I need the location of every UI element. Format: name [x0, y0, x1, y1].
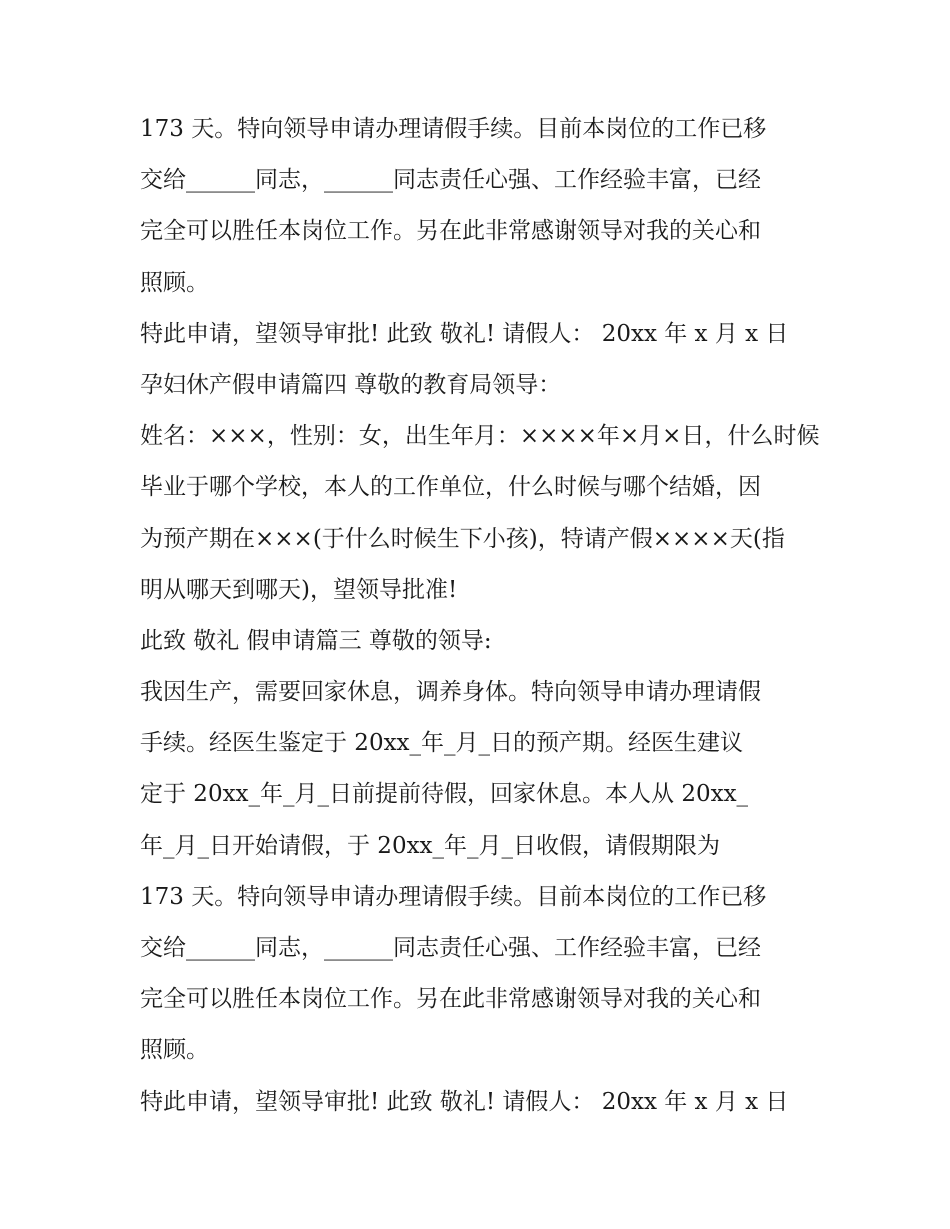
text-line: 手续。经医生鉴定于 20xx_年_月_日的预产期。经医生建议: [140, 730, 744, 757]
section-heading: 孕妇休产假申请篇四 尊敬的教育局领导：: [140, 371, 562, 398]
text-line: 特此申请，望领导审批! 此致 敬礼! 请假人： 20xx 年 x 月 x 日: [140, 1088, 789, 1115]
text-line: 毕业于哪个学校，本人的工作单位，什么时候与哪个结婚，因: [140, 474, 761, 501]
text-line: 173 天。特向领导申请办理请假手续。目前本岗位的工作已移: [140, 116, 767, 142]
text-line: 完全可以胜任本岗位工作。另在此非常感谢领导对我的关心和: [140, 986, 761, 1013]
text-line: 姓名：×××，性别：女，出生年月：××××年×月×日，什么时候: [140, 423, 820, 450]
text-line: 交给______同志，______同志责任心强、工作经验丰富，已经: [140, 167, 761, 194]
text-line: 完全可以胜任本岗位工作。另在此非常感谢领导对我的关心和: [140, 218, 761, 245]
text-line: 为预产期在×××(于什么时候生下小孩)，特请产假××××天(指: [140, 525, 785, 552]
text-line: 我因生产，需要回家休息，调养身体。特向领导申请办理请假: [140, 679, 761, 706]
section-heading: 此致 敬礼 假申请篇三 尊敬的领导:: [140, 627, 492, 654]
text-line: 交给______同志，______同志责任心强、工作经验丰富，已经: [140, 935, 761, 961]
text-line: 年_月_日开始请假，于 20xx_年_月_日收假，请假期限为: [140, 832, 721, 859]
document-body: [140, 104, 820, 1128]
text-line: 明从哪天到哪天)，望领导批准!: [140, 576, 458, 603]
text-line: 照顾。: [140, 269, 209, 296]
text-line: 173 天。特向领导申请办理请假手续。目前本岗位的工作已移: [140, 883, 767, 910]
text-line: 照顾。: [140, 1037, 209, 1064]
text-line: 定于 20xx_年_月_日前提前待假，回家休息。本人从 20xx_: [140, 781, 749, 808]
text-line: 特此申请，望领导审批! 此致 敬礼! 请假人： 20xx 年 x 月 x 日: [140, 320, 789, 347]
